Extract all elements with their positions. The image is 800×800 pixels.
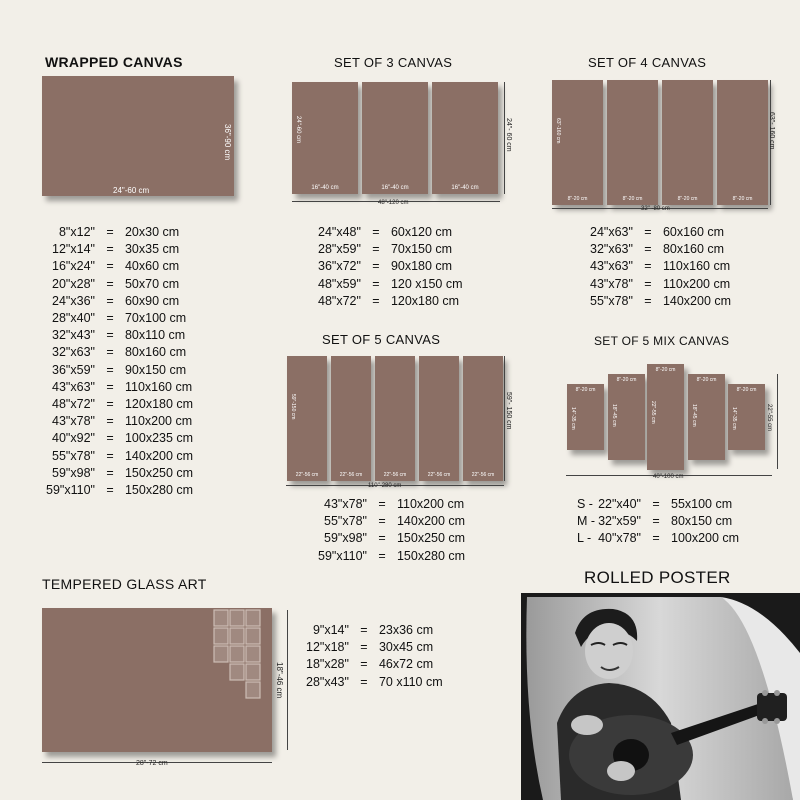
panel-height-label: 14"-35 cm bbox=[570, 407, 576, 430]
size-row bbox=[318, 276, 463, 293]
set3-width-label: 48"-120 cm bbox=[378, 200, 409, 206]
equals-sign: = bbox=[360, 640, 368, 655]
size-inches: 48"x59" bbox=[318, 276, 361, 291]
equals-sign: = bbox=[360, 657, 368, 672]
size-row bbox=[318, 513, 465, 530]
mix-height-line bbox=[777, 374, 778, 469]
panel-height-label: 18"-45 cm bbox=[611, 404, 617, 427]
size-row bbox=[46, 276, 193, 293]
set5-panel bbox=[375, 356, 415, 481]
panel-width-label: 22"-56 cm bbox=[427, 472, 451, 478]
set3-height-label: 24"- 60 cm bbox=[505, 118, 512, 152]
size-cm: 30x45 cm bbox=[378, 640, 434, 655]
size-row bbox=[46, 413, 193, 430]
set4-width-label: 32" -80 cm bbox=[641, 206, 670, 212]
set4-panel bbox=[717, 80, 768, 205]
equals-sign: = bbox=[106, 414, 114, 429]
equals-sign: = bbox=[106, 293, 114, 308]
size-cm: 30x35 cm bbox=[124, 242, 180, 257]
size-inches: 59"x98" bbox=[324, 531, 367, 546]
size-inches: 59"x98" bbox=[52, 465, 95, 480]
equals-sign: = bbox=[652, 497, 660, 511]
panel-width-label: 8"-20 cm bbox=[736, 387, 757, 393]
size-cm: 150x280 cm bbox=[396, 548, 466, 563]
set3-panel bbox=[362, 82, 428, 194]
wrapped-width-label: 24"-60 cm bbox=[113, 186, 150, 195]
size-row bbox=[318, 548, 465, 565]
mix-title: SET OF 5 MIX CANVAS bbox=[594, 334, 730, 348]
size-inches: 40"x92" bbox=[52, 431, 95, 446]
set5-panel bbox=[331, 356, 371, 481]
equals-sign: = bbox=[372, 259, 380, 274]
size-row bbox=[590, 276, 731, 293]
equals-sign: = bbox=[106, 483, 114, 498]
size-row bbox=[46, 241, 193, 258]
panel-width-label: 8"-20 cm bbox=[575, 387, 596, 393]
panel-height-label: 59"-150 cm bbox=[290, 394, 296, 420]
panel-width-label: 22"-56 cm bbox=[339, 472, 363, 478]
panel-height-label: 24"-60 cm bbox=[295, 116, 301, 144]
mix-height-label: 22"-55 cm bbox=[766, 404, 772, 432]
size-row bbox=[46, 482, 193, 499]
equals-sign: = bbox=[360, 623, 368, 637]
size-row bbox=[318, 241, 463, 258]
equals-sign: = bbox=[644, 225, 652, 239]
wrapped-height-label: 36"-90 cm bbox=[223, 124, 232, 161]
size-cm: 90x150 cm bbox=[124, 362, 187, 377]
set5-size-table bbox=[318, 496, 465, 565]
size-row bbox=[306, 656, 443, 673]
size-row bbox=[46, 327, 193, 344]
size-row bbox=[590, 293, 731, 310]
equals-sign: = bbox=[644, 259, 652, 274]
glass-height-label: 18"-46 cm bbox=[275, 662, 284, 699]
size-cm: 110x160 cm bbox=[662, 259, 731, 274]
panel-width-label: 22"-56 cm bbox=[471, 472, 495, 478]
glass-size-table bbox=[306, 622, 443, 691]
mix-size-table bbox=[577, 496, 739, 548]
size-row bbox=[46, 465, 193, 482]
glass-title: TEMPERED GLASS ART bbox=[42, 576, 207, 592]
panel-width-label: 16"-40 cm bbox=[451, 185, 479, 191]
equals-sign: = bbox=[106, 276, 114, 291]
equals-sign: = bbox=[372, 276, 380, 291]
size-prefix: L - bbox=[577, 531, 592, 546]
size-cm: 50x70 cm bbox=[124, 276, 180, 291]
size-cm: 80x150 cm bbox=[671, 514, 733, 529]
size-inches: 36"x59" bbox=[52, 362, 95, 377]
equals-sign: = bbox=[106, 448, 114, 463]
set4-panel bbox=[662, 80, 713, 205]
size-inches: 18"x28" bbox=[306, 657, 349, 672]
equals-sign: = bbox=[372, 242, 380, 257]
panel-height-label: 18"-45 cm bbox=[691, 404, 697, 427]
size-row bbox=[577, 496, 739, 513]
panel-width-label: 22"-56 cm bbox=[295, 472, 319, 478]
poster-image bbox=[521, 593, 800, 800]
equals-sign: = bbox=[652, 514, 660, 529]
size-cm: 140x200 cm bbox=[124, 448, 194, 463]
equals-sign: = bbox=[106, 362, 114, 377]
size-cm: 60x90 cm bbox=[124, 293, 180, 308]
size-row bbox=[318, 530, 465, 547]
size-row bbox=[577, 513, 739, 530]
size-inches: 28"x43" bbox=[306, 674, 349, 689]
size-inches: 12"x18" bbox=[306, 640, 349, 655]
size-row bbox=[46, 224, 193, 241]
size-inches: 43"x78" bbox=[52, 414, 95, 429]
size-cm: 150x250 cm bbox=[396, 531, 466, 546]
size-prefix: S - bbox=[577, 497, 593, 511]
size-row bbox=[46, 448, 193, 465]
set4-size-table bbox=[590, 224, 731, 310]
equals-sign: = bbox=[644, 276, 652, 291]
equals-sign: = bbox=[106, 397, 114, 412]
set5-width-label: 110"-280 cm bbox=[368, 483, 402, 489]
size-inches: 43"x63" bbox=[52, 379, 95, 394]
rolled-poster-illustration bbox=[521, 593, 800, 800]
size-inches: 24"x48" bbox=[318, 225, 361, 239]
poster-title: ROLLED POSTER bbox=[584, 568, 731, 587]
size-inches: 55"x78" bbox=[590, 293, 633, 308]
panel-width-label: 16"-40 cm bbox=[381, 185, 409, 191]
equals-sign: = bbox=[106, 311, 114, 326]
size-inches: 24"x63" bbox=[590, 225, 633, 239]
size-cm: 120x180 cm bbox=[390, 293, 460, 308]
size-row bbox=[577, 530, 739, 547]
mix-panel bbox=[728, 384, 765, 450]
size-inches: 32"x43" bbox=[52, 328, 95, 343]
size-inches: 28"x40" bbox=[52, 311, 95, 326]
size-row bbox=[318, 293, 463, 310]
panel-width-label: 8"-20 cm bbox=[677, 196, 698, 202]
set4-height-label: 63"- 160 cm bbox=[768, 112, 775, 150]
equals-sign: = bbox=[378, 531, 386, 546]
set3-panel bbox=[292, 82, 358, 194]
set5-panel bbox=[463, 356, 503, 481]
panel-height-label: 14"-35 cm bbox=[731, 407, 737, 430]
size-inches: 48"x72" bbox=[318, 293, 361, 308]
size-cm: 150x250 cm bbox=[124, 465, 194, 480]
equals-sign: = bbox=[106, 259, 114, 274]
size-cm: 46x72 cm bbox=[378, 657, 434, 672]
wrapped-canvas-title: WRAPPED CANVAS bbox=[45, 54, 183, 70]
equals-sign: = bbox=[106, 225, 114, 239]
size-inches: 48"x72" bbox=[52, 397, 95, 412]
size-cm: 110x200 cm bbox=[396, 497, 465, 511]
size-row bbox=[306, 622, 443, 639]
size-cm: 120x180 cm bbox=[124, 397, 194, 412]
size-inches: 20"x28" bbox=[52, 276, 95, 291]
size-cm: 110x160 cm bbox=[124, 379, 193, 394]
size-cm: 140x200 cm bbox=[662, 293, 732, 308]
size-cm: 110x200 cm bbox=[124, 414, 193, 429]
size-row bbox=[318, 496, 465, 513]
size-inches: 43"x78" bbox=[324, 497, 367, 511]
set4-title: SET OF 4 CANVAS bbox=[588, 55, 707, 70]
size-row bbox=[46, 344, 193, 361]
equals-sign: = bbox=[360, 674, 368, 689]
size-row bbox=[46, 293, 193, 310]
size-inches: 55"x78" bbox=[52, 448, 95, 463]
panel-width-label: 8"-20 cm bbox=[616, 377, 637, 383]
equals-sign: = bbox=[378, 497, 386, 511]
size-row bbox=[46, 379, 193, 396]
equals-sign: = bbox=[372, 225, 380, 239]
size-inches: 43"x63" bbox=[590, 259, 633, 274]
set3-size-table bbox=[318, 224, 463, 310]
size-prefix: M - bbox=[577, 514, 596, 529]
size-cm: 150x280 cm bbox=[124, 483, 194, 498]
mix-panel bbox=[608, 374, 645, 460]
size-cm: 100x235 cm bbox=[124, 431, 194, 446]
size-inches: 16"x24" bbox=[52, 259, 95, 274]
size-inches: 40"x78" bbox=[598, 531, 641, 546]
size-inches: 32"x59" bbox=[598, 514, 641, 529]
set3-panel bbox=[432, 82, 498, 194]
panel-width-label: 16"-40 cm bbox=[311, 185, 339, 191]
mix-width-label: 40"-100 cm bbox=[653, 474, 684, 480]
size-cm: 80x110 cm bbox=[124, 328, 186, 343]
size-cm: 70 x110 cm bbox=[378, 674, 443, 689]
equals-sign: = bbox=[106, 379, 114, 394]
size-row bbox=[306, 639, 443, 656]
size-row bbox=[46, 396, 193, 413]
size-row bbox=[46, 430, 193, 447]
panel-width-label: 8"-20 cm bbox=[567, 196, 588, 202]
size-row bbox=[590, 241, 731, 258]
size-cm: 70x150 cm bbox=[390, 242, 453, 257]
panel-width-label: 8"-20 cm bbox=[622, 196, 643, 202]
glass-reflection-grid bbox=[212, 608, 272, 718]
size-inches: 36"x72" bbox=[318, 259, 361, 274]
equals-sign: = bbox=[106, 431, 114, 446]
equals-sign: = bbox=[106, 328, 114, 343]
set5-title: SET OF 5 CANVAS bbox=[322, 332, 441, 347]
size-cm: 23x36 cm bbox=[378, 623, 434, 637]
glass-panel bbox=[42, 608, 272, 752]
set5-height-label: 59"- 150 cm bbox=[505, 392, 512, 430]
size-cm: 120 x150 cm bbox=[390, 276, 463, 291]
size-inches: 28"x59" bbox=[318, 242, 361, 257]
size-cm: 70x100 cm bbox=[124, 311, 187, 326]
panel-height-label: 22"-55 cm bbox=[650, 401, 656, 424]
equals-sign: = bbox=[106, 345, 114, 360]
mix-panel bbox=[647, 364, 684, 470]
size-cm: 55x100 cm bbox=[671, 497, 733, 511]
size-cm: 80x160 cm bbox=[124, 345, 187, 360]
size-row bbox=[318, 258, 463, 275]
equals-sign: = bbox=[106, 242, 114, 257]
panel-width-label: 8"-20 cm bbox=[655, 367, 676, 373]
set4-panel bbox=[552, 80, 603, 205]
wrapped-size-table bbox=[46, 224, 193, 499]
size-inches: 32"x63" bbox=[52, 345, 95, 360]
size-cm: 40x60 cm bbox=[124, 259, 180, 274]
panel-width-label: 8"-20 cm bbox=[732, 196, 753, 202]
equals-sign: = bbox=[378, 548, 386, 563]
size-cm: 100x200 cm bbox=[671, 531, 740, 546]
size-cm: 90x180 cm bbox=[390, 259, 453, 274]
glass-height-line bbox=[287, 610, 288, 750]
mix-panel bbox=[688, 374, 725, 460]
size-cm: 60x160 cm bbox=[662, 225, 725, 239]
set3-title: SET OF 3 CANVAS bbox=[334, 55, 453, 70]
set4-panel bbox=[607, 80, 658, 205]
wrapped-canvas-panel bbox=[42, 76, 234, 196]
size-cm: 110x200 cm bbox=[662, 276, 731, 291]
size-inches: 59"x110" bbox=[318, 548, 367, 563]
set5-panel bbox=[287, 356, 327, 481]
size-inches: 12"x14" bbox=[52, 242, 95, 257]
panel-height-label: 63"-160 cm bbox=[555, 118, 561, 144]
equals-sign: = bbox=[652, 531, 660, 546]
size-row bbox=[590, 258, 731, 275]
size-row bbox=[46, 258, 193, 275]
size-inches: 9"x14" bbox=[312, 623, 349, 637]
size-cm: 20x30 cm bbox=[124, 225, 180, 239]
size-row bbox=[46, 310, 193, 327]
size-inches: 59"x110" bbox=[46, 483, 95, 498]
equals-sign: = bbox=[644, 242, 652, 257]
panel-width-label: 22"-56 cm bbox=[383, 472, 407, 478]
size-row bbox=[46, 362, 193, 379]
size-inches: 55"x78" bbox=[324, 514, 367, 529]
size-inches: 24"x36" bbox=[52, 293, 95, 308]
size-cm: 80x160 cm bbox=[662, 242, 725, 257]
size-inches: 22"x40" bbox=[598, 497, 641, 511]
panel-width-label: 8"-20 cm bbox=[696, 377, 717, 383]
glass-width-label: 28"-72 cm bbox=[136, 760, 168, 767]
mix-panel bbox=[567, 384, 604, 450]
equals-sign: = bbox=[372, 293, 380, 308]
equals-sign: = bbox=[106, 465, 114, 480]
equals-sign: = bbox=[644, 293, 652, 308]
size-cm: 60x120 cm bbox=[390, 225, 453, 239]
size-cm: 140x200 cm bbox=[396, 514, 466, 529]
set5-panel bbox=[419, 356, 459, 481]
size-inches: 8"x12" bbox=[58, 225, 95, 239]
size-inches: 43"x78" bbox=[590, 276, 633, 291]
size-row bbox=[590, 224, 731, 241]
equals-sign: = bbox=[378, 514, 386, 529]
size-inches: 32"x63" bbox=[590, 242, 633, 257]
size-row bbox=[306, 674, 443, 691]
size-row bbox=[318, 224, 463, 241]
